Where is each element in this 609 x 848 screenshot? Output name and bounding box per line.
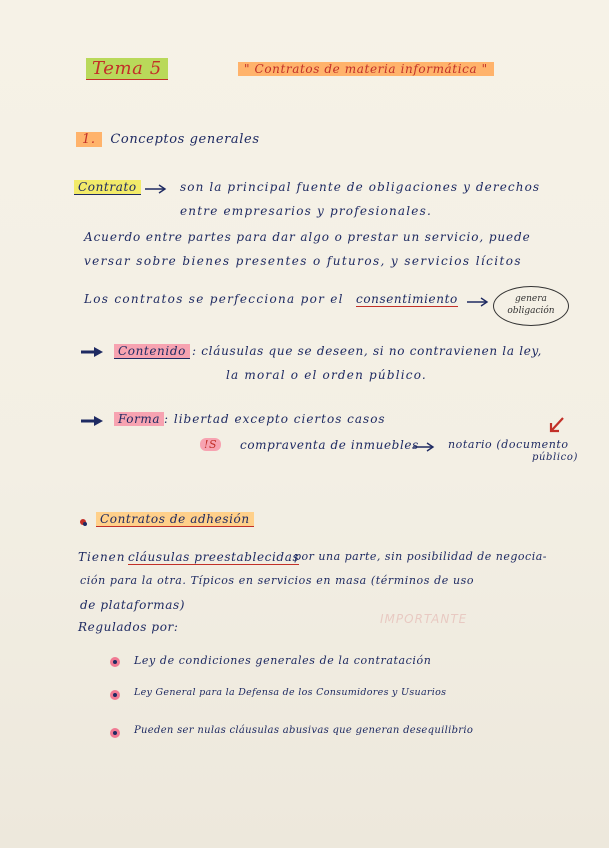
forma-term: Forma bbox=[114, 412, 164, 426]
bullet-dot-icon bbox=[110, 728, 120, 738]
contrato-line-2: entre empresarios y profesionales. bbox=[180, 204, 432, 218]
regulation-item-2: Ley General para la Defensa de los Consumidores y Usuarios bbox=[134, 687, 447, 698]
red-arrow-icon bbox=[548, 416, 566, 434]
consentimiento-term: consentimiento bbox=[356, 292, 458, 306]
contenido-term: Contenido bbox=[114, 344, 190, 359]
forma-line-2c: público) bbox=[532, 452, 578, 463]
arrow-right-icon bbox=[466, 297, 490, 307]
genera-obligacion-oval: genera obligación bbox=[493, 286, 569, 326]
forma-line-1: : libertad excepto ciertos casos bbox=[164, 412, 386, 426]
subject-heading bbox=[238, 62, 494, 76]
tema-heading bbox=[86, 58, 168, 79]
page-shadow bbox=[529, 0, 609, 80]
subject-label: " Contratos de materia informática " bbox=[238, 62, 494, 76]
forma-line-2b: notario (documento bbox=[448, 438, 569, 451]
bullet-dot-icon bbox=[110, 690, 120, 700]
adhesion-line-1a: Tienen bbox=[78, 550, 126, 564]
bullet-dot-icon bbox=[110, 657, 120, 667]
section-1-title: Conceptos generales bbox=[110, 132, 260, 147]
bullet-dot-icon bbox=[80, 519, 86, 525]
regulation-item-3: Pueden ser nulas cláusulas abusivas que generan desequilibrio bbox=[134, 725, 474, 736]
contrato-line-4: versar sobre bienes presentes o futuros, y servicios lícitos bbox=[84, 254, 522, 268]
forma-important-marker: !S bbox=[200, 438, 221, 451]
forma-line-2a: compraventa de inmuebles bbox=[240, 438, 419, 452]
contrato-line-1: son la principal fuente de obligaciones y derechos bbox=[180, 180, 541, 194]
adhesion-title: Contratos de adhesión bbox=[96, 512, 254, 527]
adhesion-line-1c: por una parte, sin posibilidad de negocia- bbox=[294, 550, 547, 563]
contenido-line-2: la moral o el orden público. bbox=[226, 368, 427, 382]
clausulas-preestablecidas: cláusulas preestablecidas bbox=[128, 550, 300, 564]
arrow-right-icon bbox=[412, 442, 436, 452]
bullet-arrow-icon bbox=[80, 347, 104, 357]
ghost-bleedthrough-text: IMPORTANTE bbox=[380, 612, 468, 626]
adhesion-line-3: de plataformas) bbox=[80, 598, 186, 612]
section-1-number: 1. bbox=[76, 132, 102, 147]
contrato-line-5a: Los contratos se perfecciona por el bbox=[84, 292, 344, 306]
contenido-line-1: : cláusulas que se deseen, si no contravienen la ley, bbox=[192, 344, 542, 358]
adhesion-line-4: Regulados por: bbox=[78, 620, 179, 634]
bullet-arrow-icon bbox=[80, 416, 104, 426]
arrow-right-icon bbox=[144, 184, 168, 194]
adhesion-line-2: ción para la otra. Típicos en servicios en masa (términos de uso bbox=[80, 574, 475, 587]
section-1-heading bbox=[76, 132, 260, 147]
contrato-term: Contrato bbox=[74, 180, 141, 195]
contrato-line-3: Acuerdo entre partes para dar algo o prestar un servicio, puede bbox=[84, 230, 531, 244]
tema-label: Tema 5 bbox=[86, 58, 168, 80]
regulation-item-1: Ley de condiciones generales de la contratación bbox=[134, 654, 432, 667]
